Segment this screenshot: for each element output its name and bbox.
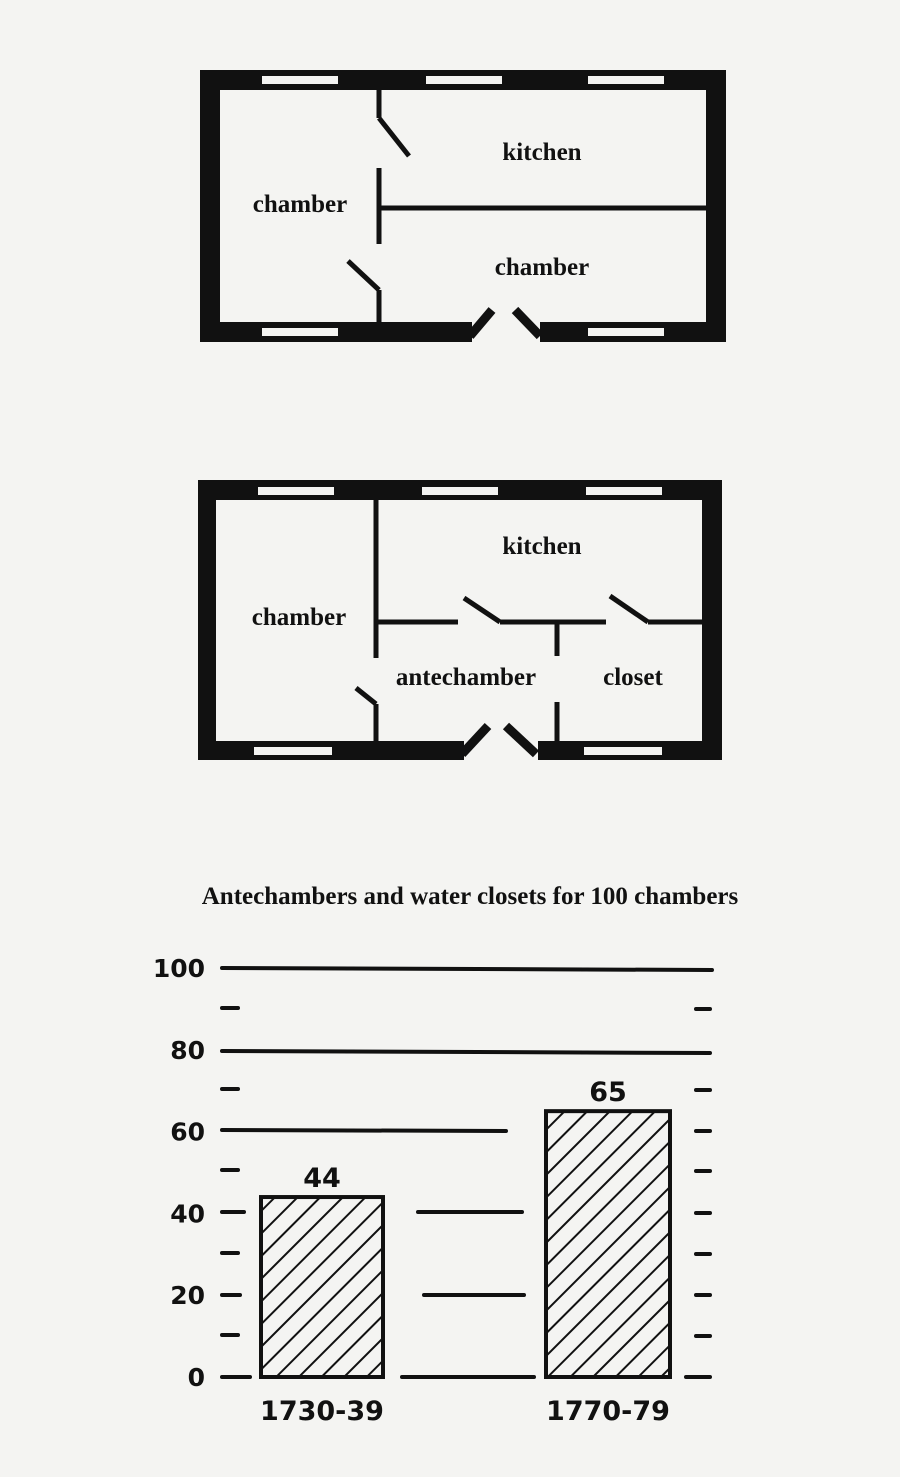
bar-value-label: 44 [303, 1163, 341, 1195]
plan-2-room-label: closet [603, 664, 663, 691]
plan-2-door-swing [356, 688, 376, 704]
plan-1-door-swing [379, 118, 409, 156]
bar [546, 1111, 670, 1377]
y-axis-ticks [153, 954, 205, 1392]
plan-1-room-label: chamber [494, 254, 590, 281]
plan-2-door-swing [610, 596, 648, 622]
floor-plan-1 [200, 70, 726, 342]
y-tick-label: 0 [187, 1363, 205, 1392]
plan-2-door-swing [464, 598, 500, 622]
x-category-label: 1770-79 [546, 1396, 670, 1427]
floor-plan-2 [198, 480, 722, 760]
y-tick-label: 60 [170, 1117, 205, 1147]
plan-2-room-label: chamber [251, 604, 347, 631]
chart-title: Antechambers and water closets for 100 chambers [201, 883, 739, 910]
plan-2-room-label: kitchen [502, 533, 582, 560]
plan-1-door-swing [348, 261, 379, 290]
x-category-label: 1730-39 [260, 1396, 384, 1427]
plan-1-entrance-doors [470, 310, 540, 336]
bar-value-label: 65 [589, 1077, 627, 1109]
plan-2-room-label: antechamber [395, 664, 537, 691]
y-tick-label: 40 [170, 1199, 205, 1229]
y-tick-label: 100 [152, 954, 205, 983]
bar [261, 1197, 383, 1377]
y-tick-label: 20 [170, 1281, 205, 1311]
plan-1-room-label: chamber [252, 191, 348, 218]
plan-1-room-label: kitchen [502, 139, 582, 166]
plan-2-entrance-doors [462, 726, 536, 754]
y-tick-label: 80 [170, 1035, 205, 1065]
bar-chart [153, 883, 739, 1427]
plan-1-interior-walls [348, 90, 706, 322]
